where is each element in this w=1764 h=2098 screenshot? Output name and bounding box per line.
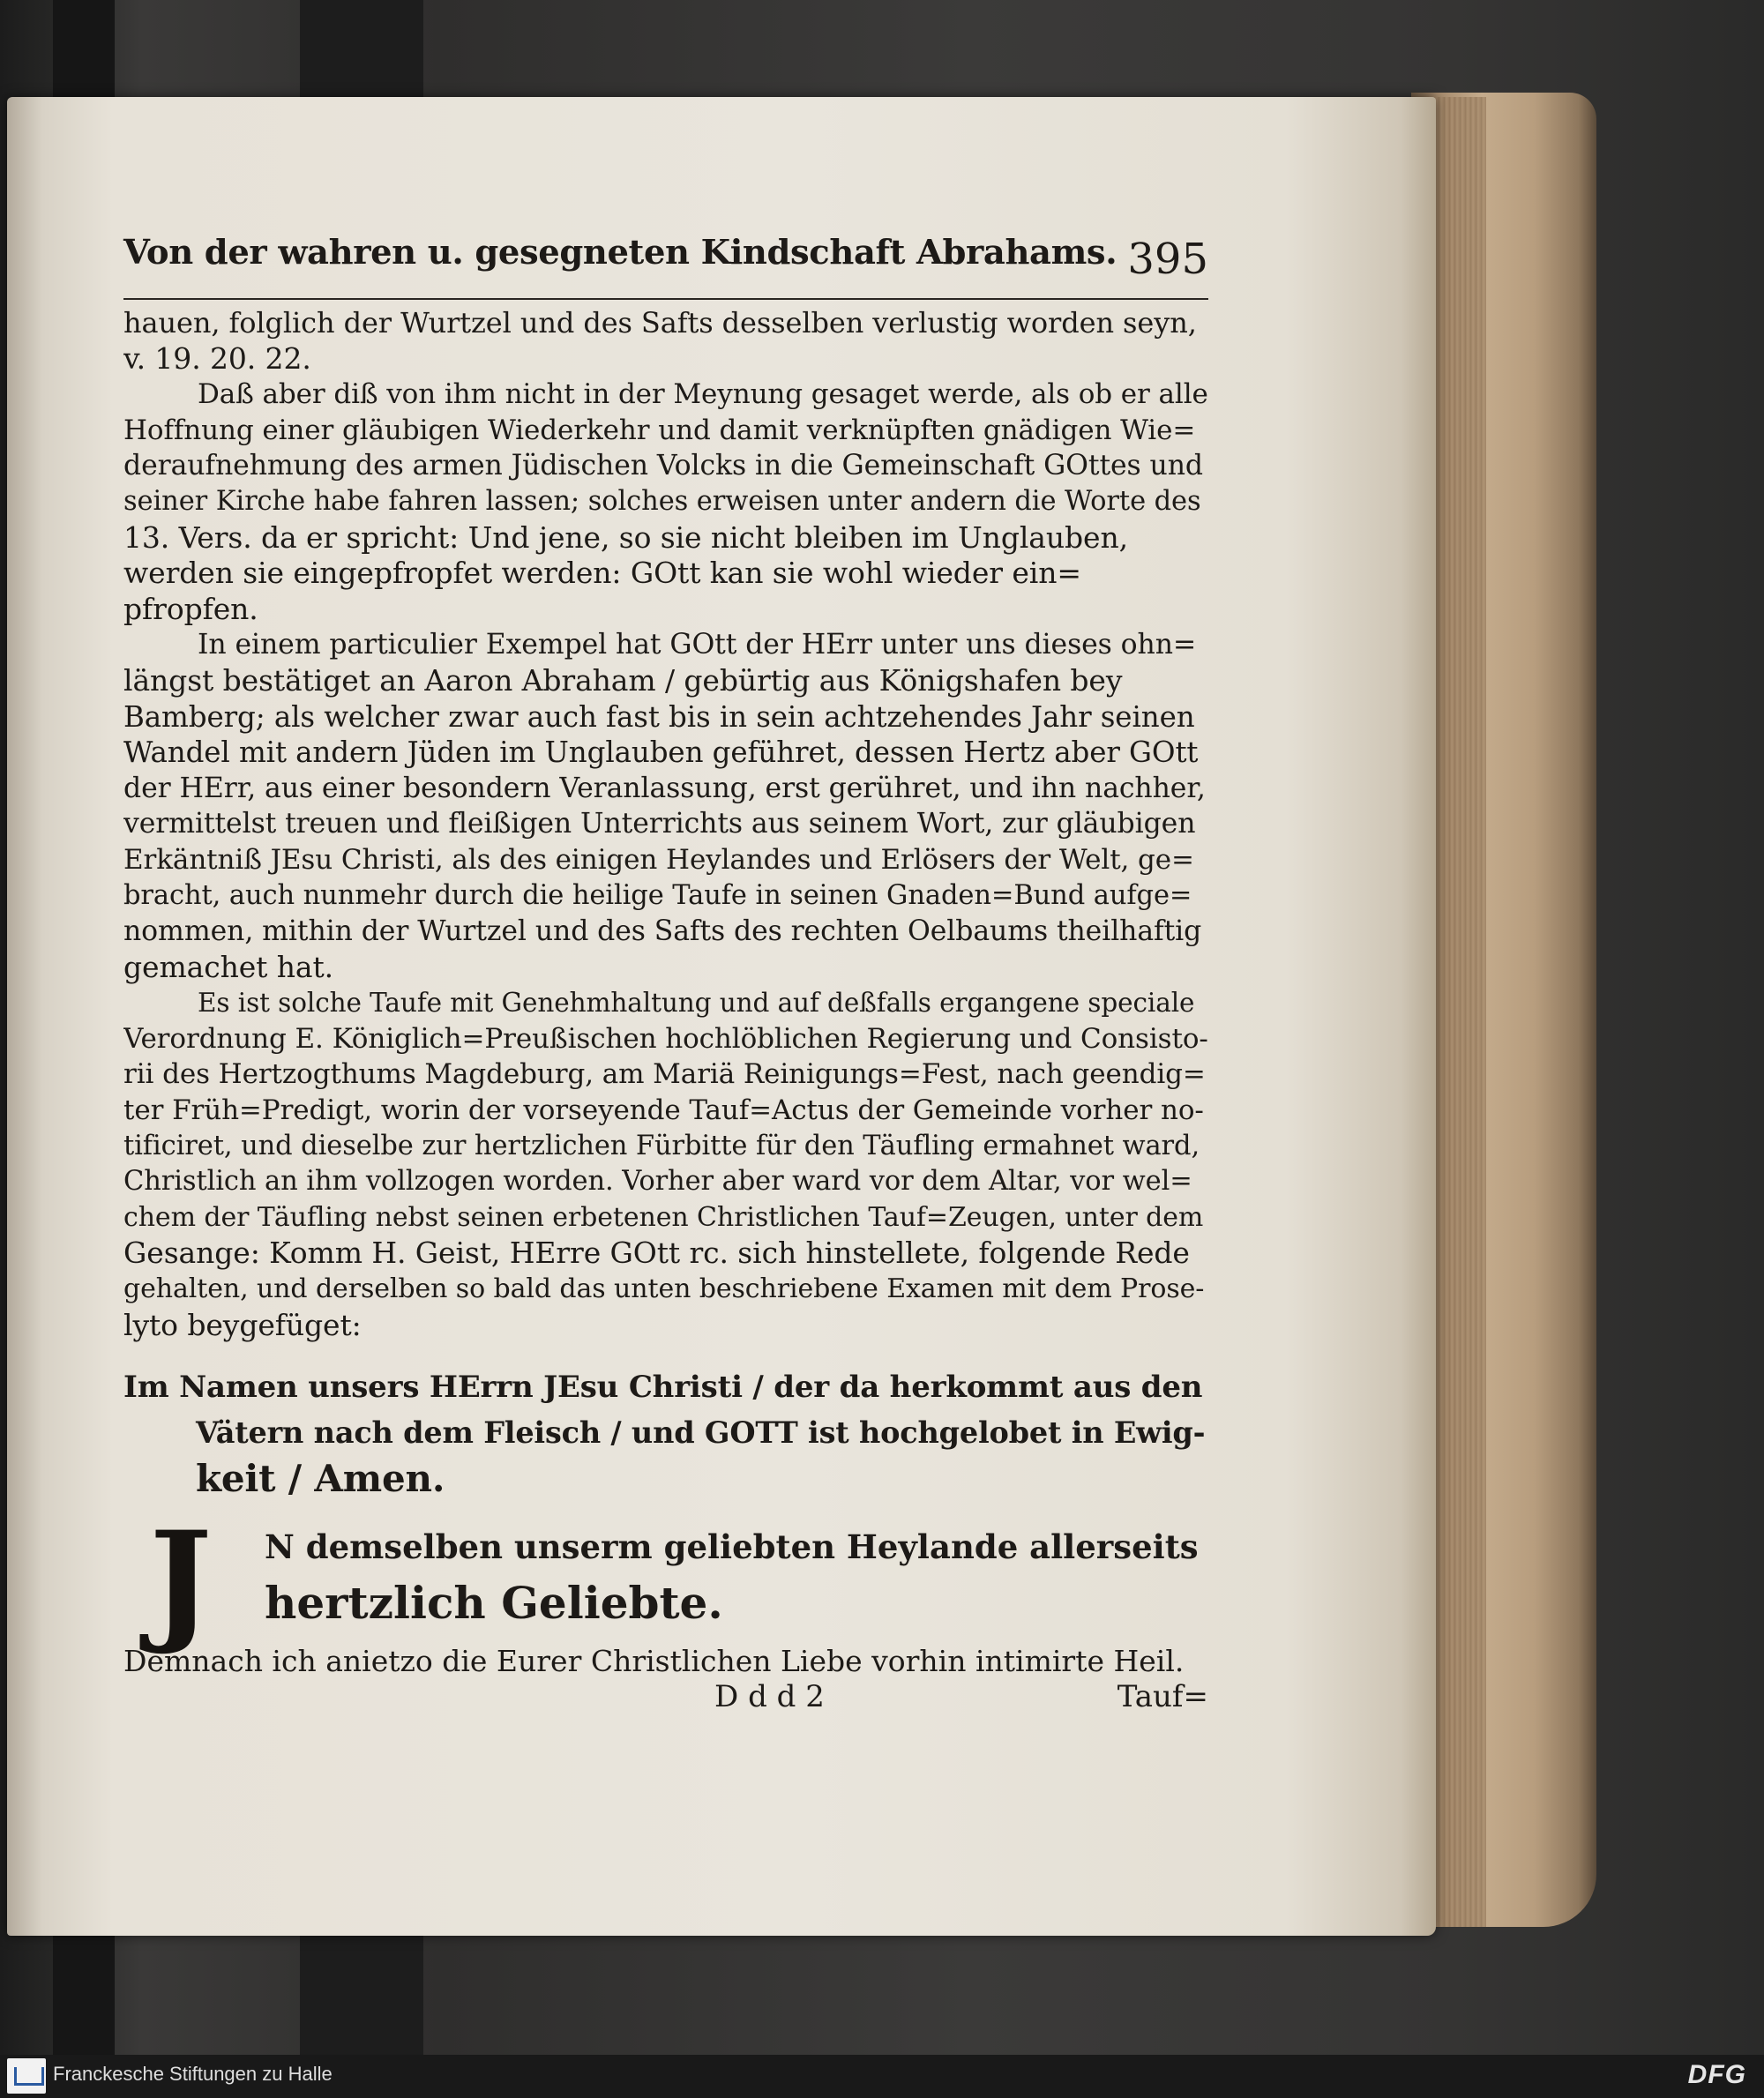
page-number: 395 <box>1127 235 1208 284</box>
viewer-footer-bar <box>0 2055 1764 2098</box>
body-line: tificiret, und dieselbe zur hertzlichen Fürbitte für den Täufling ermahnet ward, <box>123 1130 1200 1161</box>
institution-label: Franckesche Stiftungen zu Halle <box>53 2063 333 2085</box>
invocation <box>123 1364 1208 1502</box>
body-line: Bamberg; als welcher zwar auch fast bis in sein achtzehendes Jahr seinen <box>123 699 1195 734</box>
body-line: Daß aber diß von ihm nicht in der Meynung gesaget werde, als ob er alle <box>198 378 1208 411</box>
salutation-line: N demselben unserm geliebten Heylande allerseits <box>265 1527 1199 1567</box>
body-line: ter Früh=Predigt, worin der vorseyende Tauf=Actus der Gemeinde vorher no- <box>123 1094 1204 1127</box>
body-line: werden sie eingepfropfet werden: GOtt kan sie wohl wieder ein= <box>123 556 1081 591</box>
book-page-edges-texture <box>1433 97 1486 1927</box>
body-line: Es ist solche Taufe mit Genehmhaltung und auf deßfalls ergangene speciale <box>198 988 1195 1019</box>
catchword: Tauf= <box>1117 1679 1208 1715</box>
page-footer <box>123 1679 1208 1718</box>
body-line: Wandel mit andern Jüden im Unglauben geführet, dessen Hertz aber GOtt <box>123 735 1199 770</box>
body-line: längst bestätiget an Aaron Abraham / gebürtig aus Königshafen bey <box>123 662 1123 698</box>
body-line: hauen, folglich der Wurtzel und des Safts desselben verlustig worden seyn, <box>123 306 1197 340</box>
body-line: chem der Täufling nebst seinen erbetenen Christlichen Tauf=Zeugen, unter dem <box>123 1201 1204 1233</box>
body-line: nommen, mithin der Wurtzel und des Safts des rechten Oelbaums theilhaftig <box>123 915 1202 948</box>
page-text <box>123 229 1208 1718</box>
body-line: gehalten, und derselben so bald das unten beschriebene Examen mit dem Prose- <box>123 1273 1205 1305</box>
body-line: bracht, auch nunmehr durch die heilige Taufe in seinen Gnaden=Bund aufge= <box>123 879 1192 911</box>
body-line: vermittelst treuen und fleißigen Unterrichts aus seinem Wort, zur gläubigen <box>123 808 1196 840</box>
body-line: pfropfen. <box>123 591 258 626</box>
body-line: Gesange: Komm H. Geist, HErre GOtt rc. sich hinstellete, folgende Rede <box>123 1236 1190 1271</box>
body-line: rii des Hertzogthums Magdeburg, am Mariä Reinigungs=Fest, nach geendig= <box>123 1058 1206 1091</box>
invocation-line: Vätern nach dem Fleisch / und GOTT ist hochgelobet in Ewig- <box>196 1415 1206 1451</box>
body-line: Verordnung E. Königlich=Preußischen hochlöblichen Regierung und Consisto- <box>123 1022 1208 1055</box>
body-text <box>123 305 1208 1343</box>
body-line: In einem particulier Exempel hat GOtt der HErr unter uns dieses ohn= <box>198 629 1197 661</box>
body-line: v. 19. 20. 22. <box>123 340 311 376</box>
body-line: seiner Kirche habe fahren lassen; solches erweisen unter andern die Worte des <box>123 485 1201 517</box>
invocation-line: keit / Amen. <box>196 1457 445 1501</box>
body-line: 13. Vers. da er spricht: Und jene, so sie nicht bleiben im Unglauben, <box>123 519 1129 555</box>
drop-cap: J <box>149 1503 213 1659</box>
running-head: Von der wahren u. gesegneten Kindschaft Abrahams. <box>123 233 1117 273</box>
body-line: lyto beygefüget: <box>123 1307 362 1342</box>
salutation-line: hertzlich Geliebte. <box>265 1577 723 1630</box>
dfg-logo: DFG <box>1687 2060 1746 2089</box>
institution-logo-icon <box>7 2058 46 2094</box>
body-line: Christlich an ihm vollzogen worden. Vorher aber ward vor dem Altar, vor wel= <box>123 1166 1192 1198</box>
signature-mark: D d d 2 <box>714 1679 825 1715</box>
body-line: Demnach ich anietzo die Eurer Christlichen Liebe vorhin intimirte Heil. <box>123 1644 1185 1679</box>
body-line: deraufnehmung des armen Jüdischen Volcks in die Gemeinschaft GOttes und <box>123 450 1203 482</box>
body-line: Hoffnung einer gläubigen Wiederkehr und damit verknüpften gnädigen Wie= <box>123 414 1196 446</box>
body-line: gemachet hat. <box>123 949 334 984</box>
invocation-line: Im Namen unsers HErrn JEsu Christi / der da herkommt aus den <box>123 1370 1203 1406</box>
page-header <box>123 229 1208 300</box>
salutation <box>123 1503 1208 1659</box>
body-line: Erkäntniß JEsu Christi, als des einigen Heylandes und Erlösers der Welt, ge= <box>123 843 1194 876</box>
body-line: der HErr, aus einer besondern Veranlassung, erst gerühret, und ihn nachher, <box>123 772 1206 804</box>
